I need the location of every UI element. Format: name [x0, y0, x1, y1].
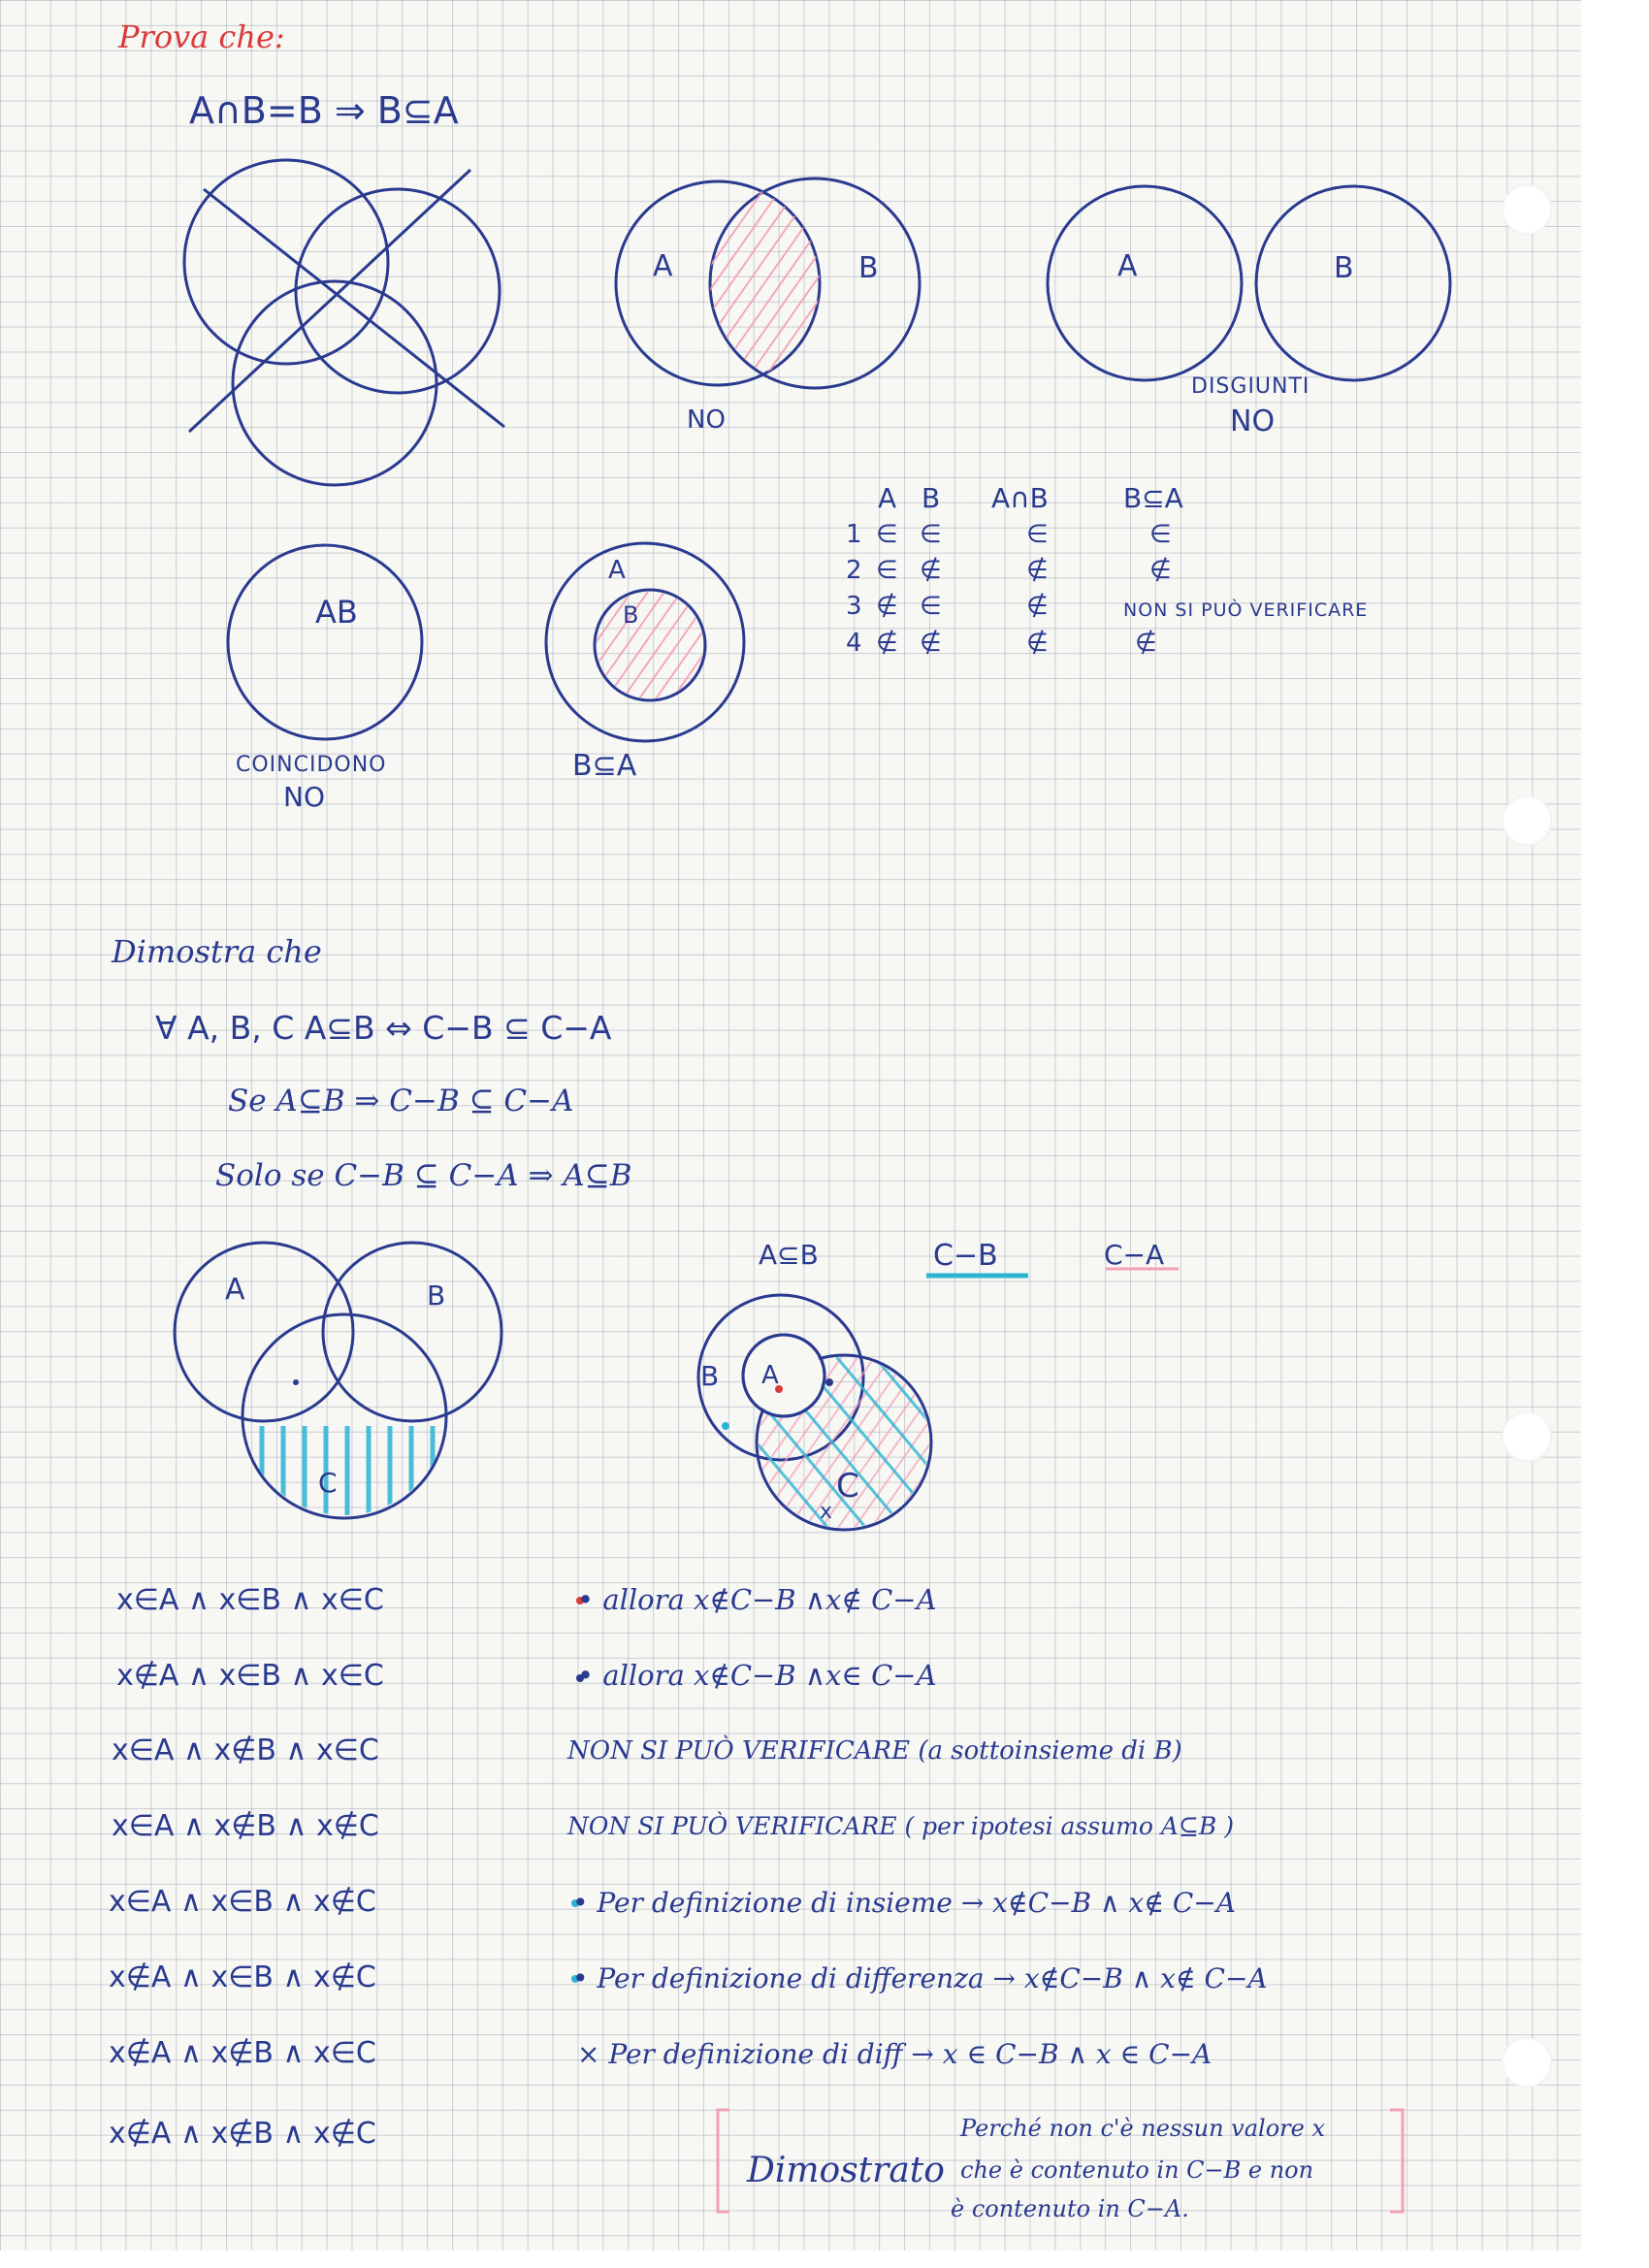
table-cell: ∉ — [920, 629, 942, 658]
section2-statement: ∀ A, B, C A⊆B ⇔ C−B ⊆ C−A — [155, 1009, 612, 1047]
legend-c-minus-a: C−A — [1104, 1239, 1165, 1271]
coincident-label: AB — [315, 594, 358, 631]
conclusion-note-line: è contenuto in C−A. — [951, 2195, 1189, 2222]
table-header-intersection: A∩B — [991, 482, 1049, 514]
if-line: Se A⊆B ⇒ C−B ⊆ C−A — [228, 1084, 574, 1118]
case-condition: x∈A ∧ x∉B ∧ x∈C — [112, 1733, 379, 1767]
table-cell: ∉ — [876, 629, 898, 658]
subset-shading — [597, 592, 703, 698]
case-result: • Per definizione di insieme → x∉C−B ∧ x∉ C−A — [572, 1887, 1236, 1919]
table-cell: ∉ — [920, 556, 942, 585]
case-condition: x∈A ∧ x∉B ∧ x∉C — [112, 1809, 379, 1843]
table-cell: ∈ — [920, 520, 942, 549]
table-cell: ∉ — [1135, 629, 1157, 658]
case-result: • allora x∉C−B ∧x∉ C−A — [577, 1583, 937, 1616]
table-header-subset: B⊆A — [1123, 482, 1183, 514]
subset-label-a: A — [608, 556, 626, 585]
coincident-caption: COINCIDONO — [236, 753, 387, 777]
table-cell: ∈ — [920, 592, 942, 621]
table-cell: ∉ — [1026, 556, 1049, 585]
disjoint-label-a: A — [1117, 249, 1138, 283]
nested-label-x: x — [820, 1500, 833, 1524]
table-header-a: A — [878, 482, 897, 514]
nested-label-a: A — [761, 1361, 779, 1390]
venn-label-c: C — [318, 1467, 338, 1499]
case-result: • Per definizione di differenza → x∉C−B ∧ x∉ C−A — [572, 1962, 1268, 1994]
table-cell: ∉ — [1026, 629, 1049, 658]
nested-label-c: C — [836, 1467, 859, 1506]
case-condition: x∉A ∧ x∉B ∧ x∈C — [109, 2036, 376, 2070]
section1-statement: A∩B=B ⇒ B⊆A — [189, 89, 459, 132]
table-row-index: 4 — [846, 629, 862, 658]
table-cell: ∉ — [1149, 556, 1172, 585]
section1-heading: Prova che: — [118, 18, 285, 55]
table-cell: ∉ — [876, 592, 898, 621]
table-row-index: 2 — [846, 556, 862, 585]
case-condition: x∉A ∧ x∈B ∧ x∈C — [116, 1659, 384, 1693]
table-row-index: 1 — [846, 520, 862, 549]
legend-subset: A⊆B — [759, 1239, 819, 1271]
case-result: NON SI PUÒ VERIFICARE (a sottoinsieme di B) — [567, 1736, 1182, 1766]
conclusion-bracket-right — [1390, 2110, 1403, 2212]
table-cell: ∈ — [1149, 520, 1172, 549]
table-cell: ∉ — [1026, 592, 1049, 621]
subset-label-b: B — [623, 601, 639, 629]
legend-c-minus-b: C−B — [933, 1239, 998, 1273]
conclusion-note-line: che è contenuto in C−B e non — [960, 2156, 1314, 2184]
disjoint-no: NO — [1230, 405, 1276, 438]
overlap-label-b: B — [858, 251, 879, 285]
disjoint-caption: DISGIUNTI — [1191, 374, 1310, 399]
table-cell: ∈ — [1026, 520, 1049, 549]
case-result: NON SI PUÒ VERIFICARE ( per ipotesi assumo A⊆B ) — [567, 1812, 1234, 1840]
table-cell-note: NON SI PUÒ VERIFICARE — [1123, 599, 1369, 621]
nested-label-b: B — [700, 1360, 720, 1392]
subset-caption: B⊆A — [572, 749, 637, 783]
table-cell: ∈ — [876, 520, 898, 549]
case-condition: x∈A ∧ x∈B ∧ x∉C — [109, 1885, 376, 1919]
case-result: × Per definizione di diff → x ∈ C−B ∧ x ∈ C−A — [577, 2038, 1212, 2070]
table-header-b: B — [922, 482, 941, 514]
case-condition: x∉A ∧ x∈B ∧ x∉C — [109, 1960, 376, 1994]
disjoint-label-b: B — [1334, 251, 1354, 285]
crossed-venn — [184, 160, 504, 485]
table-row-index: 3 — [846, 592, 862, 621]
conclusion-bracket-left — [718, 2110, 729, 2212]
section2-heading: Dimostra che — [112, 933, 322, 970]
case-condition: x∈A ∧ x∈B ∧ x∈C — [116, 1583, 384, 1617]
venn-label-a: A — [225, 1273, 245, 1307]
disjoint-venn — [1048, 186, 1450, 380]
overlap-caption: NO — [687, 405, 726, 435]
coincident-no: NO — [283, 781, 325, 813]
overlap-label-a: A — [653, 249, 673, 283]
case-result: • allora x∉C−B ∧x∈ C−A — [577, 1659, 937, 1692]
c-minus-shading — [242, 1426, 446, 1523]
case-condition: x∉A ∧ x∉B ∧ x∉C — [109, 2117, 376, 2151]
conclusion-note-line: Perché non c'è nessun valore x — [960, 2115, 1326, 2142]
only-if-line: Solo se C−B ⊆ C−A ⇒ A⊆B — [215, 1158, 632, 1193]
table-cell: ∈ — [876, 556, 898, 585]
conclusion-word: Dimostrato — [747, 2151, 945, 2190]
coincident-venn — [228, 545, 422, 739]
venn-label-b: B — [427, 1280, 446, 1312]
